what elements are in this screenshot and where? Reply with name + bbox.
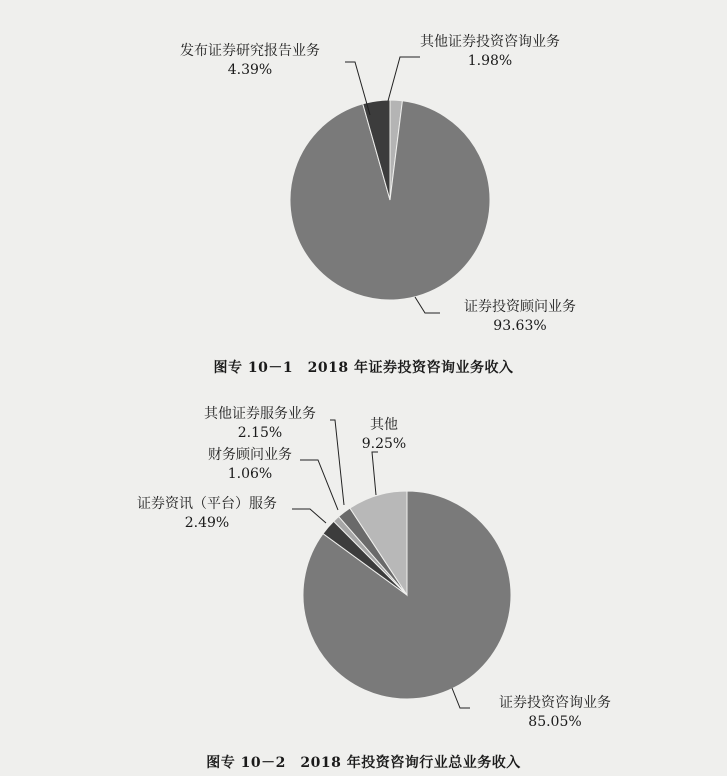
pie-chart-2 (0, 390, 727, 776)
slice-label-value: 2.15% (237, 425, 283, 441)
slice-label-name: 其他 (370, 417, 398, 433)
slice-label-name: 证券投资顾问业务 (464, 299, 576, 315)
slice-label-name: 其他证券服务业务 (204, 406, 316, 422)
slice-label-name: 发布证券研究报告业务 (180, 43, 320, 59)
slice-label-name: 其他证券投资咨询业务 (420, 34, 560, 50)
slice-label-financial-advisory (180, 446, 320, 484)
slice-label-value: 1.98% (467, 53, 513, 69)
slice-label-investment-advisory (420, 298, 620, 336)
slice-label-value: 9.25% (361, 436, 407, 452)
slice-label-research-report (150, 42, 350, 80)
slice-label-other-consulting (390, 33, 590, 71)
slice-label-name: 财务顾问业务 (208, 447, 292, 463)
slice-label-value: 2.49% (184, 515, 230, 531)
figure-caption-2: 图专 10－2 2018 年投资咨询行业总业务收入 (206, 755, 521, 771)
slice-label-info-platform (112, 495, 302, 533)
slice-label-name: 证券投资咨询业务 (499, 695, 611, 711)
slice-label-value: 4.39% (227, 62, 273, 78)
slice-label-other-securities-services (160, 405, 360, 443)
leader-line-other (372, 452, 378, 495)
slice-label-name: 证券资讯（平台）服务 (137, 496, 277, 512)
slice-label-other (334, 416, 434, 454)
slice-label-value: 93.63% (493, 318, 547, 334)
slice-label-consulting (455, 694, 655, 732)
slice-label-value: 1.06% (227, 466, 273, 482)
figure-caption-1: 图专 10－1 2018 年证券投资咨询业务收入 (213, 360, 514, 376)
slice-label-value: 85.05% (528, 714, 582, 730)
